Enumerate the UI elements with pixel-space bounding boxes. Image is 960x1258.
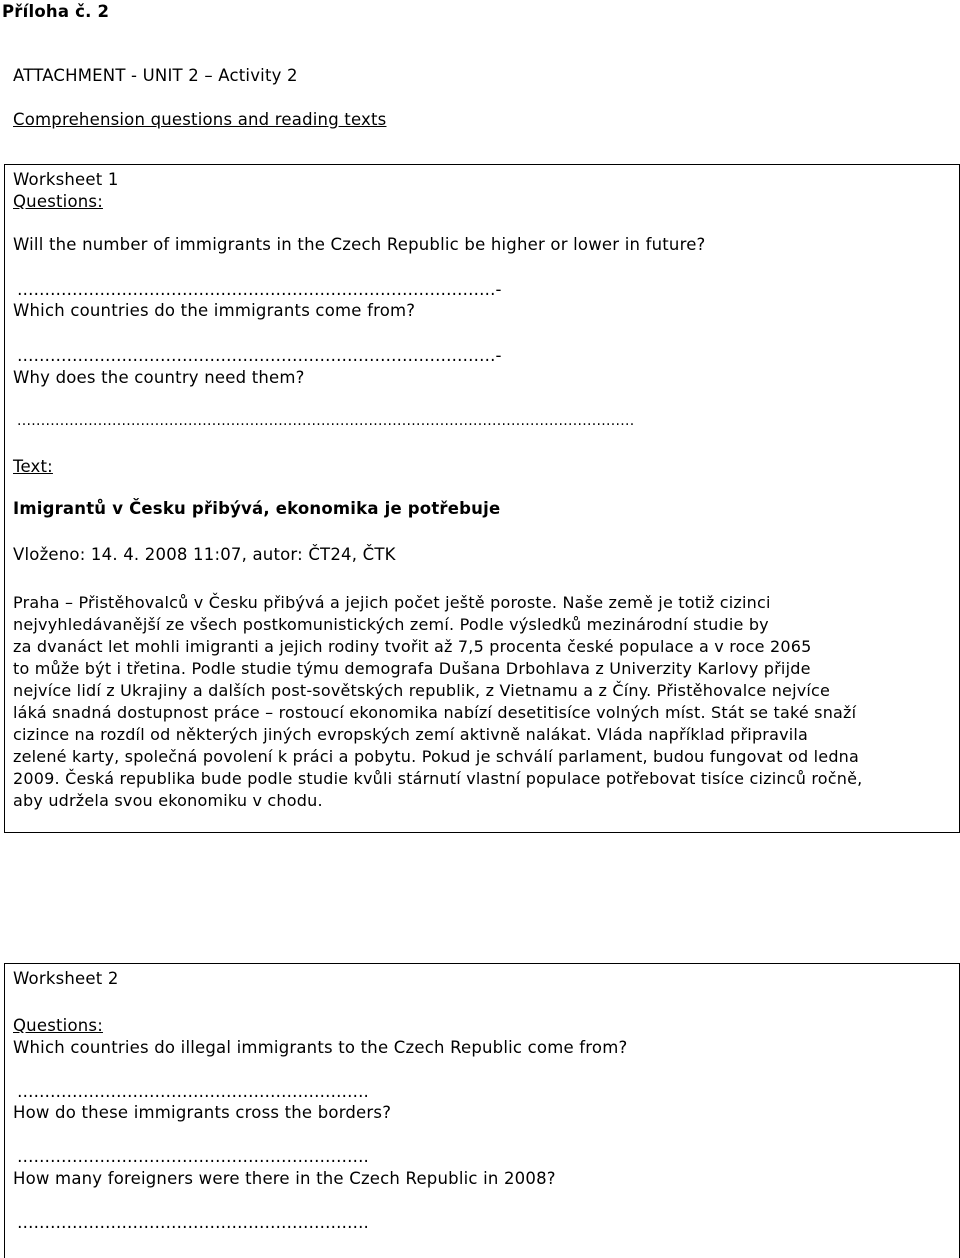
article-paragraph [13,592,958,812]
worksheet-1-questions-label: Questions: [13,192,103,211]
worksheet-2-title: Worksheet 2 [13,969,119,988]
paragraph-line: to může být i třetina. Podle studie týmu demografa Dušana Drbohlava z Univerzity Karlovy přijde [13,659,811,678]
article-inserted-meta: Vloženo: 14. 4. 2008 11:07, autor: ČT24, ČTK [13,545,396,564]
paragraph-line: zelené karty, společná povolení k práci a pobytu. Pokud je schválí parlament, budou fungovat od ledna [13,747,860,766]
worksheet-1-title: Worksheet 1 [13,170,119,189]
attachment-number: Příloha č. 2 [2,2,110,21]
worksheet-2-question-1: Which countries do illegal immigrants to the Czech Republic come from? [13,1038,628,1057]
text-label: Text: [13,457,53,476]
worksheet-2-question-2: How do these immigrants cross the borders? [13,1103,392,1122]
worksheet-1-question-2: Which countries do the immigrants come from? [13,301,416,320]
paragraph-line: za dvanáct let mohli imigranti a jejich rodiny tvořit až 7,5 procenta české populace a v roce 2065 [13,637,812,656]
worksheet-1-answer-line-2[interactable]: ……………………………………………………………………………- [17,346,502,365]
paragraph-line: aby udržela svou ekonomiku v chodu. [13,791,323,810]
attachment-heading: ATTACHMENT - UNIT 2 – Activity 2 [13,66,298,85]
worksheet-2-answer-line-1[interactable]: ………………………………………………………. [17,1082,369,1101]
paragraph-line: nejvyhledávanější ze všech postkomunistických zemí. Podle výsledků mezinárodní studie by [13,615,769,634]
paragraph-line: cizince na rozdíl od některých jiných evropských zemí aktivně nalákat. Vláda například připravila [13,725,809,744]
worksheet-1-answer-line-3[interactable]: .................................................................................................................................. [17,413,635,429]
worksheet-1-question-3: Why does the country need them? [13,368,305,387]
paragraph-line: 2009. Česká republika bude podle studie kvůli stárnutí vlastní populace potřebovat tisíce cizinců ročně, [13,769,863,788]
paragraph-line: Praha – Přistěhovalců v Česku přibývá a jejich počet ještě poroste. Naše země je totiž cizinci [13,593,771,612]
paragraph-line: láká snadná dostupnost práce – rostoucí ekonomika nabízí desetitisíce volných míst. Stát se také snaží [13,703,857,722]
article-title: Imigrantů v Česku přibývá, ekonomika je potřebuje [13,499,501,518]
worksheet-1-answer-line-1[interactable]: ……………………………………………………………………………- [17,280,502,299]
worksheet-2-question-3: How many foreigners were there in the Czech Republic in 2008? [13,1169,556,1188]
comprehension-heading: Comprehension questions and reading texts [13,110,387,129]
paragraph-line: nejvíce lidí z Ukrajiny a dalších post-sovětských republik, z Vietnamu a z Číny. Přistěhovalce nejvíce [13,681,831,700]
worksheet-2-answer-line-2[interactable]: ………………………………………………………. [17,1147,369,1166]
worksheet-2-answer-line-3[interactable]: ………………………………………………………. [17,1213,369,1232]
worksheet-2-questions-label: Questions: [13,1016,103,1035]
worksheet-1-question-1: Will the number of immigrants in the Czech Republic be higher or lower in future? [13,235,706,254]
